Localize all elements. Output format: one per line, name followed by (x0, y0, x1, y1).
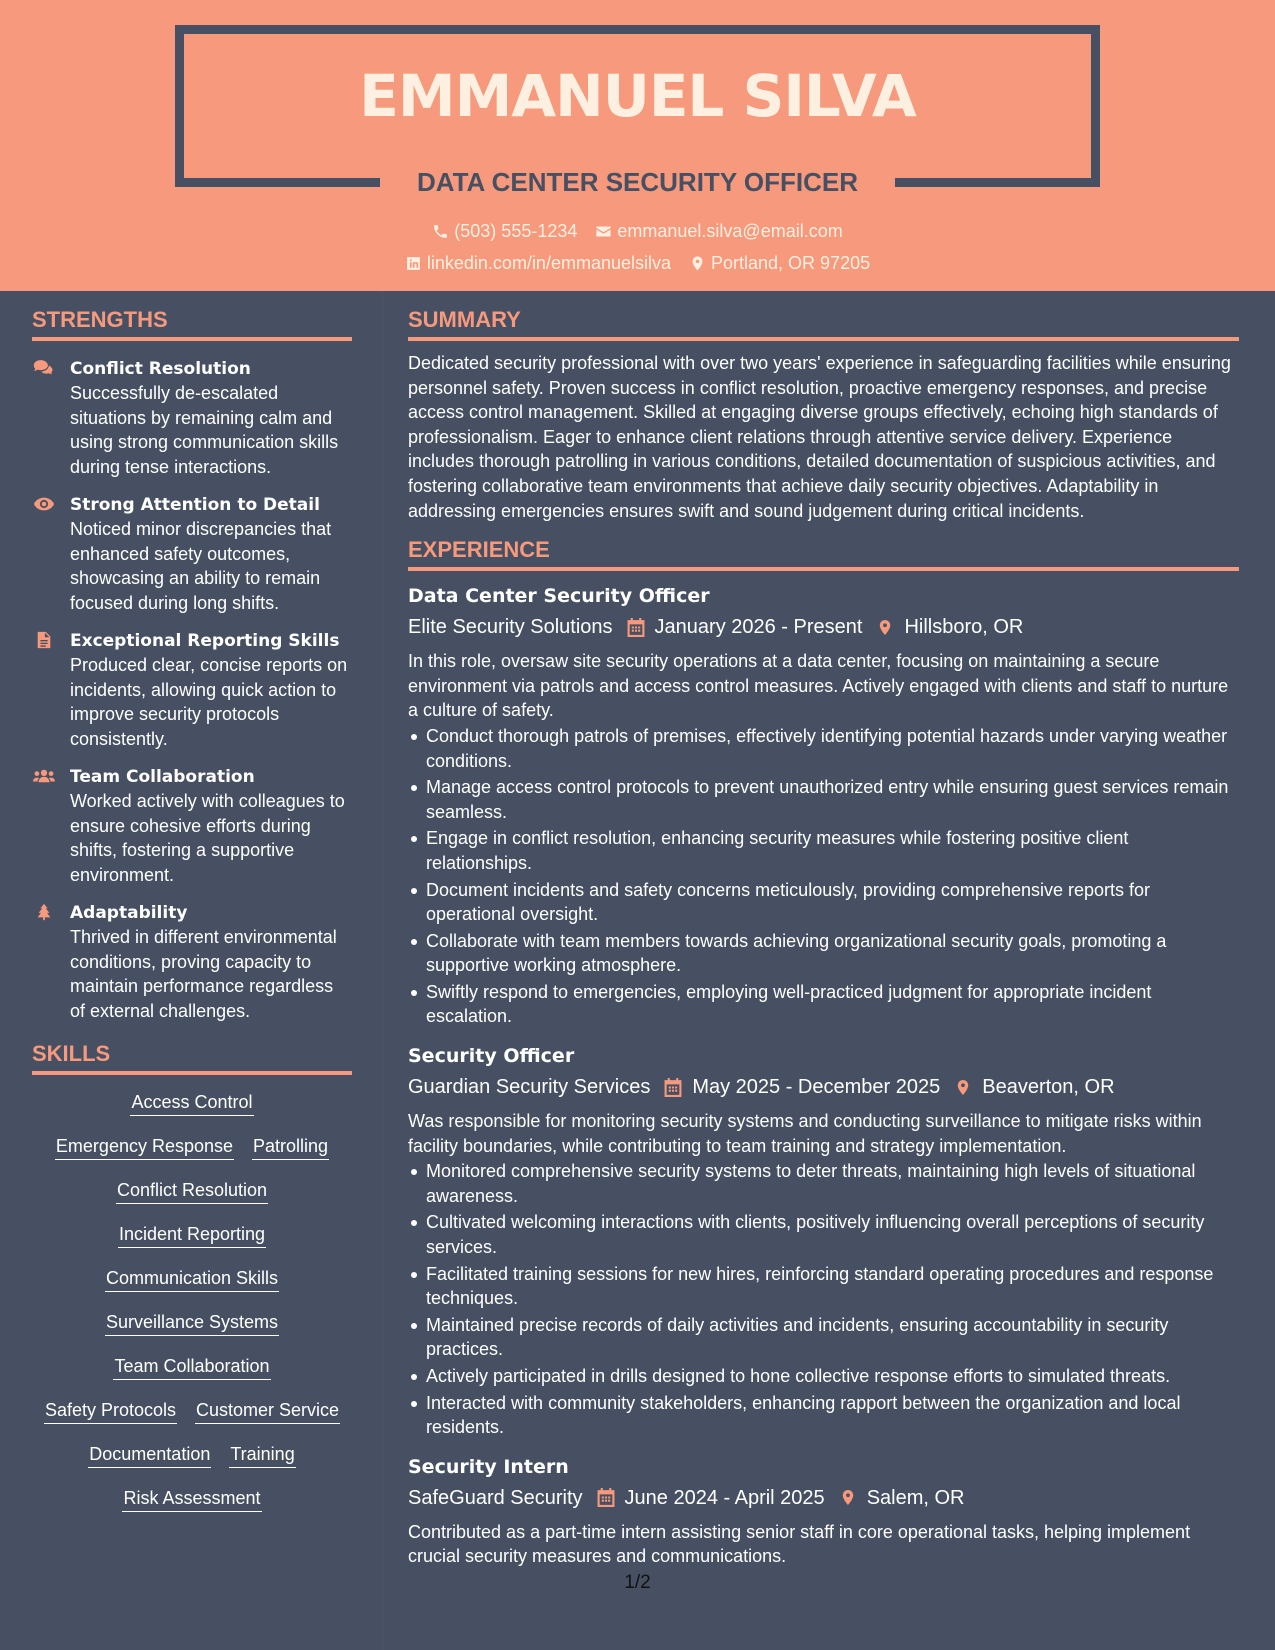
email-text: emmanuel.silva@email.com (617, 221, 843, 241)
summary-text: Dedicated security professional with over two years' experience in safeguarding facilities while ensuring personnel safety. Proven success in conflict resolution, proactive emergency responses, and precise access control management. Skilled at engaging diverse groups effectively, echoing high standards of professionalism. Eager to enhance client relations through attentive service delivery. Experience includes thorough patrolling in various conditions, detailed documentation of suspicious activities, and fostering collaborative team environments that achieve daily security objectives. Adaptability in addressing emergencies ensures swift and sound judgement during critical incidents. (408, 353, 1231, 521)
skill-tag: Customer Service (195, 1399, 340, 1424)
experience-heading: EXPERIENCE (408, 537, 1239, 571)
bullet-item: Facilitated training sessions for new hires, reinforcing standard operating procedures and response techniques. (408, 1262, 1239, 1311)
contact-row (0, 221, 1275, 242)
job-description: Was responsible for monitoring security systems and conducting surveillance to mitigate risks within facility boundaries, while contributing to team training and strategy implementation. (408, 1111, 1202, 1156)
job-role: Security Intern (408, 1455, 569, 1478)
dates-text: May 2025 - December 2025 (692, 1076, 941, 1099)
skill-tag: Conflict Resolution (116, 1179, 268, 1204)
job-dates (597, 1483, 825, 1513)
bullet-item: Maintained precise records of daily activities and incidents, ensuring accountability in security practices. (408, 1313, 1239, 1362)
skills-heading: SKILLS (32, 1041, 352, 1075)
dates-text: January 2026 - Present (654, 616, 863, 639)
company-name: Elite Security Solutions (408, 616, 613, 639)
skills-row (130, 1091, 253, 1116)
bullet-item: Collaborate with team members towards achieving organizational security goals, promoting a supportive working atmosphere. (408, 929, 1239, 978)
skills-row (122, 1487, 261, 1512)
linkedin-icon (405, 255, 422, 272)
skill-tag: Emergency Response (55, 1135, 234, 1160)
company-name: SafeGuard Security (408, 1486, 583, 1509)
location-text: Portland, OR 97205 (711, 253, 871, 273)
envelope-icon (595, 223, 612, 240)
column-divider (382, 291, 383, 1650)
skill-tag: Training (229, 1443, 295, 1468)
bullet-item: Actively participated in drills designed to hone collective response efforts to simulated threats. (408, 1364, 1239, 1389)
job-dates (627, 612, 863, 642)
bullet-item: Document incidents and safety concerns meticulously, providing comprehensive reports for operational oversight. (408, 878, 1239, 927)
location-text: Beaverton, OR (982, 1076, 1115, 1099)
skills-list (32, 1091, 352, 1512)
bullet-item: Conduct thorough patrols of premises, effectively identifying potential hazards under varying weather conditions. (408, 724, 1239, 773)
skill-tag: Surveillance Systems (105, 1311, 279, 1336)
resume-header (0, 0, 1275, 291)
experience-list (408, 583, 1239, 1569)
page-number: 1/2 (624, 1572, 651, 1593)
bullet-item: Swiftly respond to emergencies, employing well-practiced judgment for appropriate incident escalation. (408, 980, 1239, 1029)
strength-desc: Produced clear, concise reports on incidents, allowing quick action to improve security protocols consistently. (70, 655, 348, 749)
company-name: Guardian Security Services (408, 1076, 651, 1099)
right-column (408, 291, 1239, 1569)
job-meta (408, 1483, 1239, 1513)
strength-title: Team Collaboration (70, 767, 255, 787)
job-location (876, 612, 1023, 642)
skills-row (105, 1311, 279, 1336)
phone-icon (432, 223, 449, 240)
skills-row (113, 1355, 270, 1380)
strength-title: Exceptional Reporting Skills (70, 631, 340, 651)
job-location (954, 1072, 1114, 1102)
skills-row (118, 1223, 266, 1248)
job-bullets (408, 1159, 1239, 1440)
summary-heading: SUMMARY (408, 307, 1239, 341)
job-description: In this role, oversaw site security operations at a data center, focusing on maintaining a secure environment via patrols and access control measures. Actively engaged with clients and staff to nurture a culture of safety. (408, 651, 1229, 721)
job-entry (408, 1043, 1239, 1440)
location-text: Hillsboro, OR (904, 616, 1024, 639)
candidate-name: EMMANUEL SILVA (359, 62, 916, 130)
comments-icon (33, 359, 55, 377)
skill-tag: Access Control (130, 1091, 253, 1116)
location-text: Salem, OR (866, 1486, 965, 1509)
job-entry (408, 583, 1239, 1029)
skills-row (88, 1443, 295, 1468)
map-marker-icon (876, 618, 894, 637)
skills-row (116, 1179, 268, 1204)
bullet-item: Interacted with community stakeholders, enhancing rapport between the organization and local residents. (408, 1391, 1239, 1440)
linkedin-text: linkedin.com/in/emmanuelsilva (426, 253, 671, 273)
linkedin-contact[interactable] (405, 253, 671, 274)
strength-item (32, 629, 352, 751)
job-location (839, 1483, 965, 1513)
job-description: Contributed as a part-time intern assisting senior staff in core operational tasks, helping implement crucial security measures and communications. (408, 1521, 1191, 1567)
strength-item (32, 493, 352, 615)
strength-item (32, 765, 352, 887)
skill-tag: Documentation (88, 1443, 211, 1468)
strength-title: Conflict Resolution (70, 359, 251, 379)
bullet-item: Engage in conflict resolution, enhancing security measures while fostering positive client relationships. (408, 826, 1239, 875)
strength-desc: Thrived in different environmental conditions, proving capacity to maintain performance regardless of external challenges. (70, 927, 337, 1021)
job-dates (664, 1072, 940, 1102)
skill-tag: Risk Assessment (122, 1487, 261, 1512)
strength-item (32, 901, 352, 1023)
email-contact[interactable] (595, 221, 842, 242)
bullet-item: Cultivated welcoming interactions with clients, positively influencing overall perceptions of security services. (408, 1210, 1239, 1259)
bullet-item: Manage access control protocols to prevent unauthorized entry while ensuring guest services remain seamless. (408, 775, 1239, 824)
calendar-icon (597, 1488, 615, 1507)
skill-tag: Safety Protocols (44, 1399, 177, 1424)
job-role: Data Center Security Officer (408, 585, 710, 608)
strength-desc: Worked actively with colleagues to ensure cohesive efforts during shifts, fostering a supportive environment. (70, 791, 345, 885)
skills-row (55, 1135, 329, 1160)
location-contact (689, 253, 870, 274)
map-marker-icon (839, 1488, 857, 1507)
strength-desc: Noticed minor discrepancies that enhanced safety outcomes, showcasing an ability to remain focused during long shifts. (70, 519, 332, 613)
map-marker-icon (954, 1078, 972, 1097)
map-marker-icon (689, 255, 706, 272)
dates-text: June 2024 - April 2025 (624, 1486, 825, 1509)
skills-row (105, 1267, 279, 1292)
skills-row (44, 1399, 340, 1424)
job-role: Security Officer (408, 1045, 575, 1068)
bullet-item: Monitored comprehensive security systems to deter threats, maintaining high levels of situational awareness. (408, 1159, 1239, 1208)
strength-item (32, 357, 352, 479)
job-entry (408, 1454, 1239, 1569)
skill-tag: Patrolling (252, 1135, 329, 1160)
left-column (32, 291, 352, 1512)
job-meta (408, 612, 1239, 642)
strength-title: Strong Attention to Detail (70, 495, 320, 515)
strength-title: Adaptability (70, 903, 188, 923)
file-icon (33, 631, 55, 649)
eye-icon (33, 495, 55, 513)
calendar-icon (664, 1078, 682, 1097)
phone-text: (503) 555-1234 (454, 221, 578, 241)
strengths-heading: STRENGTHS (32, 307, 352, 341)
strength-desc: Successfully de-escalated situations by remaining calm and using strong communication skills during tense interactions. (70, 383, 339, 477)
skill-tag: Incident Reporting (118, 1223, 266, 1248)
tree-icon (33, 903, 55, 921)
users-icon (33, 767, 55, 785)
strengths-list (32, 357, 352, 1023)
job-meta (408, 1072, 1239, 1102)
phone-contact[interactable] (432, 221, 577, 242)
job-title: DATA CENTER SECURITY OFFICER (416, 167, 859, 197)
contact-row-2 (0, 253, 1275, 274)
calendar-icon (627, 618, 645, 637)
skill-tag: Team Collaboration (113, 1355, 270, 1380)
job-bullets (408, 724, 1239, 1029)
skill-tag: Communication Skills (105, 1267, 279, 1292)
